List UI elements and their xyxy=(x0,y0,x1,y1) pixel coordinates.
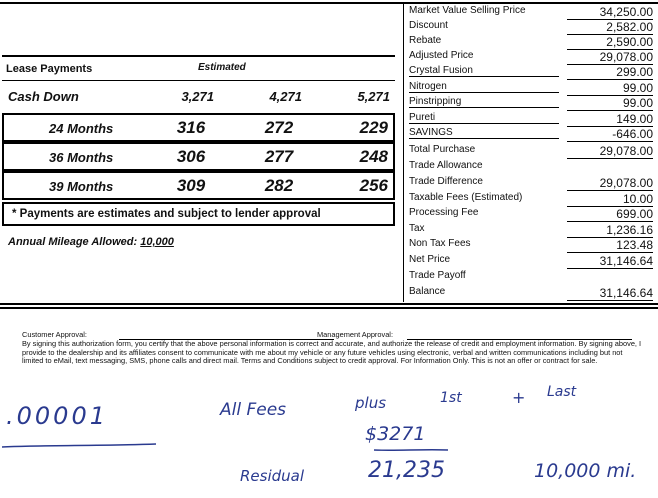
payment-value: 277 xyxy=(264,147,294,166)
hw-plus: plus xyxy=(355,394,387,412)
hw-amount: $3271 xyxy=(365,423,426,445)
price-label: Total Purchase xyxy=(409,144,476,155)
price-row-pinstripping xyxy=(404,95,658,110)
price-value: 2,590.00 xyxy=(567,35,653,50)
hw-amount-underline xyxy=(372,446,452,454)
cash-down-label: Cash Down xyxy=(8,89,79,104)
estimated-label: Estimated xyxy=(198,62,246,73)
price-value: 31,146.64 xyxy=(567,286,653,301)
price-row-net-price xyxy=(404,253,658,268)
lease-title: Lease Payments xyxy=(6,63,93,75)
hw-miles: 10,000 mi. xyxy=(534,460,637,482)
price-label: Market Value Selling Price xyxy=(409,5,526,16)
price-value: 31,146.64 xyxy=(567,254,653,269)
price-label: SAVINGS xyxy=(409,127,559,139)
price-value: 699.00 xyxy=(567,207,653,222)
price-row-non-tax-fees xyxy=(404,237,658,252)
hw-last: Last xyxy=(547,384,577,400)
price-row-trade-allowance xyxy=(404,159,658,174)
price-value: 34,250.00 xyxy=(567,5,653,20)
price-label: Trade Difference xyxy=(409,176,483,187)
price-label: Adjusted Price xyxy=(409,50,474,61)
price-label: Trade Allowance xyxy=(409,160,483,171)
price-value: 99.00 xyxy=(567,96,653,111)
hw-residual-value: 21,235 xyxy=(368,458,445,483)
section-rule xyxy=(0,303,658,305)
customer-approval-label: Customer Approval: xyxy=(22,330,87,339)
price-row-pureti xyxy=(404,111,658,126)
price-value: 29,078.00 xyxy=(567,176,653,191)
hw-underline xyxy=(0,441,160,451)
term-label: 39 Months xyxy=(49,179,114,194)
price-label: Crystal Fusion xyxy=(409,65,559,77)
price-label: Nitrogen xyxy=(409,81,559,93)
price-value: -646.00 xyxy=(567,127,653,142)
price-row-total-purchase xyxy=(404,143,658,158)
price-row-processing-fee xyxy=(404,206,658,221)
mileage-allowance xyxy=(8,236,174,248)
hw-all-fees: All Fees xyxy=(220,400,287,420)
term-row-36-months xyxy=(2,142,395,171)
price-value: 10.00 xyxy=(567,192,653,207)
hw-rate: .00001 xyxy=(6,402,108,430)
price-row-discount xyxy=(404,19,658,34)
payment-value: 306 xyxy=(176,147,206,166)
section-rule xyxy=(0,307,658,309)
price-row-trade-payoff xyxy=(404,269,658,284)
cash-down-value: 3,271 xyxy=(181,89,214,104)
cash-down-value: 5,271 xyxy=(357,89,390,104)
price-row-trade-difference xyxy=(404,175,658,190)
price-value: 29,078.00 xyxy=(567,144,653,159)
price-row-balance xyxy=(404,285,658,300)
price-label: Rebate xyxy=(409,35,442,46)
term-row-24-months xyxy=(2,113,395,142)
term-label: 24 Months xyxy=(49,121,114,136)
cash-down-value: 4,271 xyxy=(269,89,302,104)
price-label: Pureti xyxy=(409,112,559,124)
hw-first: 1st xyxy=(440,390,462,406)
price-value: 299.00 xyxy=(567,65,653,80)
price-row-adjusted-price xyxy=(404,49,658,64)
management-approval-label: Management Approval: xyxy=(317,330,394,339)
payment-value: 272 xyxy=(264,118,294,137)
price-row-rebate xyxy=(404,34,658,49)
lease-header xyxy=(2,55,395,81)
payment-value: 316 xyxy=(176,118,206,137)
price-label: Balance xyxy=(409,286,446,297)
payment-value: 282 xyxy=(264,176,294,195)
price-label: Net Price xyxy=(409,254,451,265)
price-label: Tax xyxy=(409,223,425,234)
price-value: 99.00 xyxy=(567,81,653,96)
price-value: 2,582.00 xyxy=(567,20,653,35)
term-label: 36 Months xyxy=(49,150,114,165)
price-value: 29,078.00 xyxy=(567,50,653,65)
hw-and: + xyxy=(512,388,526,407)
hw-residual: Residual xyxy=(240,467,305,485)
payment-value: 309 xyxy=(176,176,206,195)
price-label: Processing Fee xyxy=(409,207,479,218)
price-label: Discount xyxy=(409,20,448,31)
authorization-text: By signing this authorization form, you certify that the above personal information is correct and accurate, and authorize the release of credit and employment information. By signing above, I provide to the dealership and its affiliates consent to communicate with me about my vehicle or any future vehicles using electronic, verbal and written communications including but not limited to eMail, text messaging, SMS, phone calls and direct mail. Terms and Conditions subject to credit approval. For Information Only. This is not an offer or contract for sale. xyxy=(22,339,642,366)
price-label: Taxable Fees (Estimated) xyxy=(409,192,523,203)
lender-disclaimer: * Payments are estimates and subject to lender approval xyxy=(2,202,395,226)
payment-value: 248 xyxy=(359,147,388,166)
customer-signature-line[interactable] xyxy=(119,339,334,340)
price-label: Non Tax Fees xyxy=(409,238,471,249)
approval-section xyxy=(22,331,642,366)
price-row-nitrogen xyxy=(404,80,658,95)
payment-value: 256 xyxy=(359,176,388,195)
price-row-taxable-fees xyxy=(404,191,658,206)
price-value: 1,236.16 xyxy=(567,223,653,238)
mileage-value: 10,000 xyxy=(140,236,174,248)
mileage-label: Annual Mileage Allowed: xyxy=(8,236,138,248)
management-signature-line[interactable] xyxy=(407,339,632,340)
cash-down-row xyxy=(2,83,395,110)
price-row-savings xyxy=(404,126,658,141)
price-value: 123.48 xyxy=(567,238,653,253)
price-value: 149.00 xyxy=(567,112,653,127)
price-row-crystal-fusion xyxy=(404,64,658,79)
price-row-market-value xyxy=(404,4,658,19)
payment-value: 229 xyxy=(359,118,388,137)
price-row-tax xyxy=(404,222,658,237)
price-sheet xyxy=(403,2,658,302)
price-label: Pinstripping xyxy=(409,96,559,108)
term-row-39-months xyxy=(2,171,395,200)
price-label: Trade Payoff xyxy=(409,270,466,281)
